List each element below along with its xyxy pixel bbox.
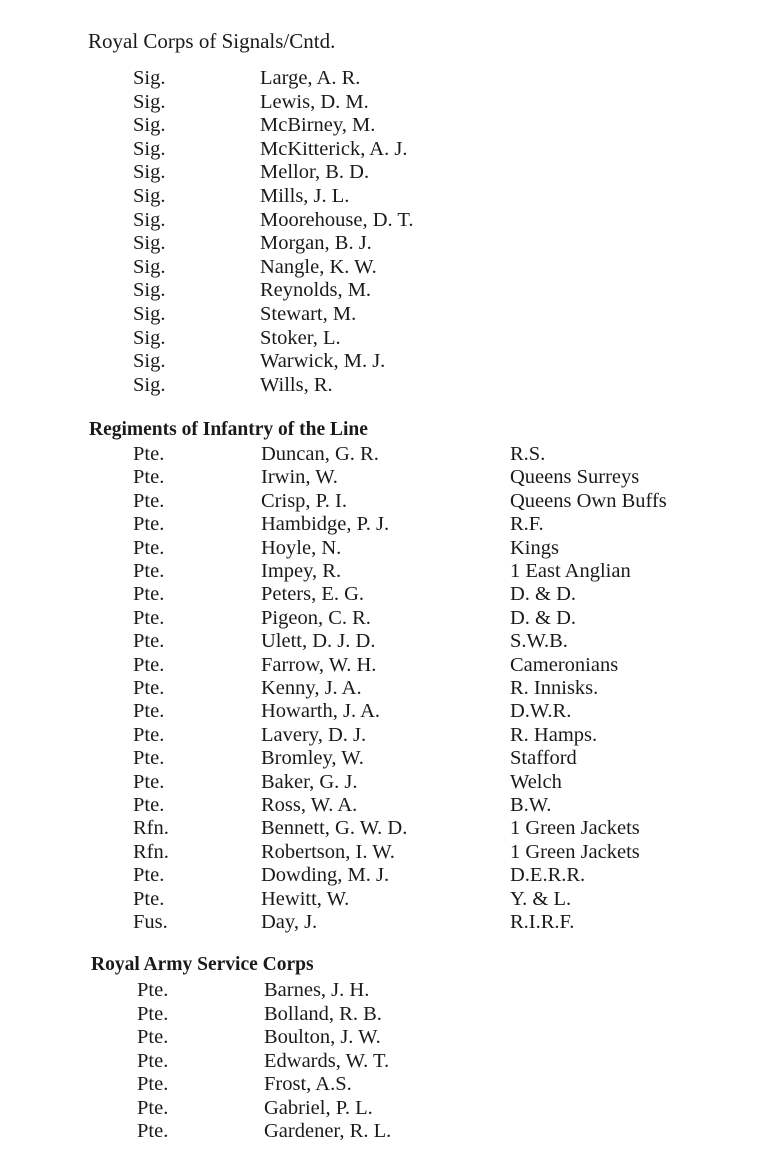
- entry-rank: Pte.: [133, 677, 165, 699]
- entry-name: Peters, E. G.: [261, 583, 365, 606]
- entry-rank: Sig.: [133, 185, 166, 207]
- entry-name: Bolland, R. B.: [264, 1002, 382, 1025]
- entry-rank: Sig.: [133, 373, 166, 396]
- entry-rank: Pte.: [133, 466, 165, 489]
- roll-entry: [0, 723, 780, 747]
- roll-entry: [0, 582, 780, 606]
- roll-entry: [0, 231, 780, 255]
- entry-rank: Pte.: [133, 887, 165, 910]
- entry-name: Large, A. R.: [260, 67, 361, 89]
- section-heading-rasc: Royal Army Service Corps: [91, 954, 314, 975]
- entry-rank: Pte.: [133, 630, 165, 653]
- entry-rank: Sig.: [133, 326, 166, 349]
- entry-name: Farrow, W. H.: [261, 653, 377, 676]
- entry-name: Moorehouse, D. T.: [260, 208, 414, 231]
- roll-entry: [0, 1002, 780, 1026]
- entry-rank: Pte.: [133, 794, 165, 816]
- roll-entry: [0, 442, 780, 466]
- entry-unit: R. Hamps.: [510, 723, 598, 746]
- entry-name: Kenny, J. A.: [261, 677, 362, 699]
- roll-entry: [0, 349, 780, 373]
- roll-entry: [0, 887, 780, 911]
- entry-name: Nangle, K. W.: [260, 255, 377, 278]
- entry-name: Warwick, M. J.: [260, 350, 386, 373]
- roll-entry: [0, 465, 780, 489]
- entry-name: Lavery, D. J.: [261, 723, 367, 746]
- entry-unit: R.F.: [510, 513, 544, 536]
- entry-rank: Pte.: [137, 979, 169, 1001]
- entry-name: McKitterick, A. J.: [260, 137, 408, 160]
- entry-name: McBirney, M.: [260, 114, 376, 137]
- entry-rank: Fus.: [133, 911, 168, 933]
- entry-rank: Pte.: [137, 1002, 169, 1025]
- entry-name: Reynolds, M.: [260, 279, 372, 302]
- roll-entry: [0, 863, 780, 887]
- entry-unit: 1 Green Jackets: [510, 817, 640, 840]
- entry-unit: Stafford: [510, 747, 577, 770]
- entry-rank: Sig.: [133, 255, 166, 278]
- roll-entry: [0, 816, 780, 840]
- entry-rank: Sig.: [133, 279, 166, 302]
- entry-name: Hoyle, N.: [261, 536, 342, 559]
- roll-entry: [0, 160, 780, 184]
- entry-unit: R. Innisks.: [510, 677, 599, 699]
- entry-name: Duncan, G. R.: [261, 443, 379, 465]
- entry-unit: Kings: [510, 536, 559, 559]
- section-heading-infantry: Regiments of Infantry of the Line: [89, 419, 368, 440]
- entry-name: Stewart, M.: [260, 303, 357, 325]
- roll-entry: [0, 1072, 780, 1096]
- entry-rank: Sig.: [133, 161, 166, 184]
- entry-unit: Queens Surreys: [510, 466, 640, 489]
- entry-unit: 1 Green Jackets: [510, 840, 640, 863]
- entry-rank: Pte.: [133, 864, 165, 887]
- entry-rank: Pte.: [137, 1073, 169, 1095]
- entry-rank: Sig.: [133, 303, 166, 325]
- entry-unit: D.W.R.: [510, 700, 572, 723]
- entry-name: Lewis, D. M.: [260, 90, 369, 113]
- roll-entry: [0, 184, 780, 208]
- entry-rank: Pte.: [133, 653, 165, 676]
- entry-rank: Pte.: [137, 1120, 169, 1142]
- roll-entry: [0, 489, 780, 513]
- entry-name: Bennett, G. W. D.: [261, 817, 408, 840]
- entry-rank: Sig.: [133, 208, 166, 231]
- roll-entry: [0, 302, 780, 326]
- entry-name: Bromley, W.: [261, 747, 364, 770]
- roll-entry: [0, 606, 780, 630]
- roll-entry: [0, 1049, 780, 1073]
- entry-name: Howarth, J. A.: [261, 700, 381, 723]
- entry-name: Hambidge, P. J.: [261, 513, 390, 536]
- entry-name: Ross, W. A.: [261, 794, 358, 816]
- entry-rank: Pte.: [133, 700, 165, 723]
- entry-name: Robertson, I. W.: [261, 840, 395, 863]
- roll-entry: [0, 840, 780, 864]
- entry-name: Pigeon, C. R.: [261, 606, 371, 629]
- entry-name: Mellor, B. D.: [260, 161, 370, 184]
- entry-name: Boulton, J. W.: [264, 1026, 381, 1048]
- entry-unit: D. & D.: [510, 606, 577, 629]
- entry-rank: Rfn.: [133, 817, 169, 840]
- entry-unit: Cameronians: [510, 653, 619, 676]
- section-heading-signals: Royal Corps of Signals/Cntd.: [88, 29, 336, 53]
- entry-name: Gabriel, P. L.: [264, 1096, 373, 1119]
- entry-unit: Queens Own Buffs: [510, 489, 667, 512]
- entry-rank: Sig.: [133, 350, 166, 373]
- roll-entry: [0, 910, 780, 934]
- roll-entry: [0, 746, 780, 770]
- roll-entry: [0, 1119, 780, 1143]
- roll-entry: [0, 653, 780, 677]
- entry-name: Irwin, W.: [261, 466, 338, 489]
- roll-entry: [0, 629, 780, 653]
- roll-entry: [0, 699, 780, 723]
- entry-rank: Sig.: [133, 232, 166, 255]
- roll-entry: [0, 373, 780, 397]
- entry-name: Impey, R.: [261, 560, 342, 582]
- entry-unit: 1 East Anglian: [510, 560, 631, 582]
- entry-name: Ulett, D. J. D.: [261, 630, 376, 653]
- roll-entry: [0, 278, 780, 302]
- entry-name: Baker, G. J.: [261, 770, 358, 793]
- entry-name: Hewitt, W.: [261, 887, 350, 910]
- roll-entry: [0, 536, 780, 560]
- entry-rank: Rfn.: [133, 840, 169, 863]
- entry-name: Dowding, M. J.: [261, 864, 390, 887]
- roll-entry: [0, 255, 780, 279]
- roll-entry: [0, 770, 780, 794]
- entry-name: Day, J.: [261, 911, 318, 933]
- roll-entry: [0, 1096, 780, 1120]
- entry-rank: Sig.: [133, 137, 166, 160]
- roll-entry: [0, 208, 780, 232]
- roll-entry: [0, 1025, 780, 1049]
- entry-unit: B.W.: [510, 794, 552, 816]
- entry-rank: Pte.: [133, 443, 165, 465]
- entry-name: Gardener, R. L.: [264, 1120, 392, 1142]
- entry-name: Edwards, W. T.: [264, 1049, 390, 1072]
- entry-rank: Sig.: [133, 67, 166, 89]
- entry-rank: Pte.: [133, 747, 165, 770]
- entry-rank: Pte.: [137, 1049, 169, 1072]
- entry-name: Stoker, L.: [260, 326, 341, 349]
- entry-rank: Pte.: [133, 513, 165, 536]
- entry-name: Morgan, B. J.: [260, 232, 372, 255]
- roll-entry: [0, 137, 780, 161]
- entry-name: Frost, A.S.: [264, 1073, 352, 1095]
- roll-entry: [0, 559, 780, 583]
- entry-rank: Pte.: [137, 1096, 169, 1119]
- roll-entry: [0, 676, 780, 700]
- entry-unit: D.E.R.R.: [510, 864, 586, 887]
- entry-rank: Pte.: [133, 583, 165, 606]
- entry-rank: Pte.: [133, 536, 165, 559]
- entry-unit: S.W.B.: [510, 630, 568, 653]
- entry-unit: R.S.: [510, 443, 546, 465]
- roll-entry: [0, 978, 780, 1002]
- entry-name: Barnes, J. H.: [264, 979, 370, 1001]
- entry-rank: Pte.: [133, 560, 165, 582]
- entry-name: Crisp, P. I.: [261, 489, 348, 512]
- entry-rank: Pte.: [133, 723, 165, 746]
- roll-entry: [0, 512, 780, 536]
- entry-rank: Pte.: [133, 606, 165, 629]
- entry-unit: Y. & L.: [510, 887, 572, 910]
- entry-rank: Sig.: [133, 114, 166, 137]
- roll-entry: [0, 66, 780, 90]
- roll-entry: [0, 326, 780, 350]
- entry-name: Wills, R.: [260, 373, 333, 396]
- entry-name: Mills, J. L.: [260, 185, 350, 207]
- entry-unit: D. & D.: [510, 583, 577, 606]
- entry-unit: R.I.R.F.: [510, 911, 575, 933]
- entry-rank: Pte.: [133, 489, 165, 512]
- roll-entry: [0, 793, 780, 817]
- entry-rank: Sig.: [133, 90, 166, 113]
- entry-unit: Welch: [510, 770, 562, 793]
- roll-entry: [0, 113, 780, 137]
- entry-rank: Pte.: [137, 1026, 169, 1048]
- entry-rank: Pte.: [133, 770, 165, 793]
- roll-entry: [0, 90, 780, 114]
